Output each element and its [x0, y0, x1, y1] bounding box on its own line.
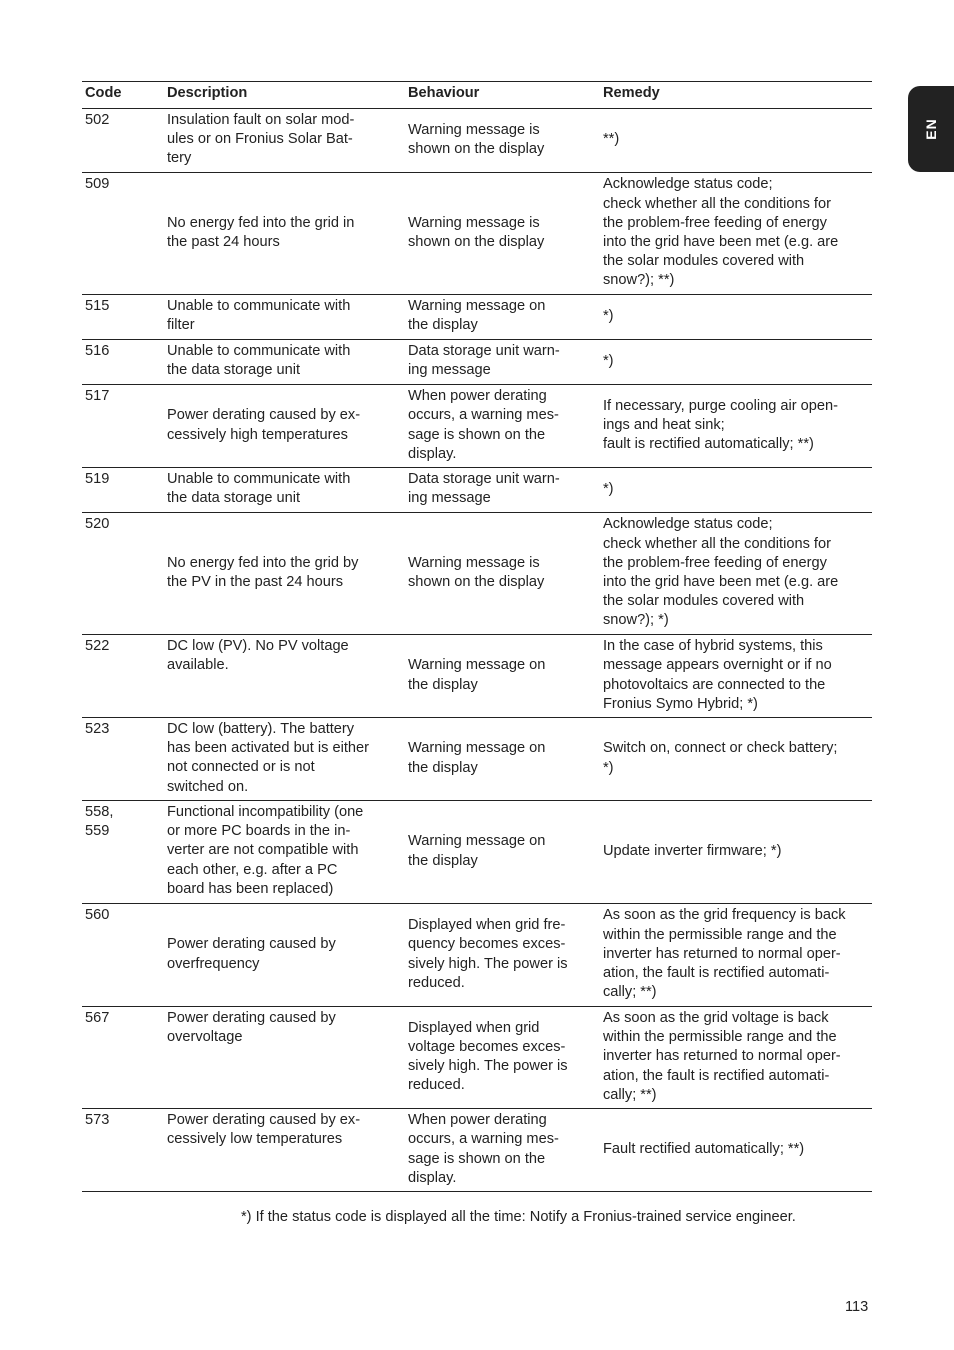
- table-row: [82, 904, 872, 1007]
- cell-code: 558, 559: [82, 801, 164, 904]
- cell-description: Unable to communicate with the data storage unit: [164, 340, 405, 385]
- cell-behaviour: Warning message on the display: [405, 295, 600, 340]
- table-row: [82, 1109, 872, 1192]
- cell-description: Unable to communicate with filter: [164, 295, 405, 340]
- table-row: [82, 468, 872, 513]
- table-header-row: [82, 82, 872, 109]
- cell-code: 560: [82, 904, 164, 1007]
- header-remedy: Remedy: [600, 82, 872, 109]
- table-row: [82, 635, 872, 718]
- cell-description: Power derating caused by ex- cessively low temperatures: [164, 1109, 405, 1192]
- cell-remedy: Fault rectified automatically; **): [600, 1109, 872, 1192]
- cell-behaviour: Warning message is shown on the display: [405, 513, 600, 635]
- cell-description: Power derating caused by ex- cessively high temperatures: [164, 385, 405, 468]
- cell-behaviour: Warning message on the display: [405, 635, 600, 718]
- cell-behaviour: Warning message is shown on the display: [405, 173, 600, 295]
- cell-remedy: *): [600, 295, 872, 340]
- page-number: 113: [845, 1299, 869, 1315]
- cell-remedy: Switch on, connect or check battery; *): [600, 718, 872, 801]
- header-code: Code: [82, 82, 164, 109]
- cell-code: 517: [82, 385, 164, 468]
- cell-remedy: **): [600, 109, 872, 173]
- cell-remedy: Acknowledge status code; check whether all the conditions for the problem-free feeding of energy into the grid have been met (e.g. are the solar modules covered with snow?); *): [600, 513, 872, 635]
- cell-code: 509: [82, 173, 164, 295]
- cell-description: Power derating caused by overvoltage: [164, 1007, 405, 1109]
- cell-behaviour: When power derating occurs, a warning mes- sage is shown on the display.: [405, 1109, 600, 1192]
- cell-code: 567: [82, 1007, 164, 1109]
- cell-behaviour: Warning message is shown on the display: [405, 109, 600, 173]
- table-row: [82, 173, 872, 295]
- table-row: [82, 801, 872, 904]
- table-row: [82, 385, 872, 468]
- cell-behaviour: Data storage unit warn- ing message: [405, 468, 600, 513]
- cell-behaviour: Displayed when grid voltage becomes exces- sively high. The power is reduced.: [405, 1007, 600, 1109]
- cell-behaviour: Warning message on the display: [405, 801, 600, 904]
- table-row: [82, 513, 872, 635]
- cell-behaviour: Warning message on the display: [405, 718, 600, 801]
- cell-remedy: As soon as the grid frequency is back within the permissible range and the inverter has returned to normal oper- ation, the fault is rectified automati- cally; **): [600, 904, 872, 1007]
- cell-description: Functional incompatibility (one or more PC boards in the in- verter are not compatible with each other, e.g. after a PC board has been replaced): [164, 801, 405, 904]
- cell-code: 519: [82, 468, 164, 513]
- header-behaviour: Behaviour: [405, 82, 600, 109]
- cell-behaviour: Displayed when grid fre- quency becomes exces- sively high. The power is reduced.: [405, 904, 600, 1007]
- cell-code: 502: [82, 109, 164, 173]
- cell-code: 523: [82, 718, 164, 801]
- cell-behaviour: When power derating occurs, a warning mes- sage is shown on the display.: [405, 385, 600, 468]
- cell-description: No energy fed into the grid in the past 24 hours: [164, 173, 405, 295]
- cell-description: DC low (PV). No PV voltage available.: [164, 635, 405, 718]
- cell-code: 520: [82, 513, 164, 635]
- language-tab-label: EN: [923, 118, 939, 140]
- cell-remedy: Acknowledge status code; check whether all the conditions for the problem-free feeding of energy into the grid have been met (e.g. are the solar modules covered with snow?); **): [600, 173, 872, 295]
- cell-remedy: If necessary, purge cooling air open- ings and heat sink; fault is rectified automatically; **): [600, 385, 872, 468]
- cell-remedy: Update inverter firmware; *): [600, 801, 872, 904]
- cell-description: No energy fed into the grid by the PV in the past 24 hours: [164, 513, 405, 635]
- cell-remedy: *): [600, 468, 872, 513]
- table-row: [82, 718, 872, 801]
- cell-remedy: In the case of hybrid systems, this message appears overnight or if no photovoltaics are connected to the Fronius Symo Hybrid; *): [600, 635, 872, 718]
- cell-remedy: As soon as the grid voltage is back within the permissible range and the inverter has returned to normal oper- ation, the fault is rectified automati- cally; **): [600, 1007, 872, 1109]
- cell-description: Power derating caused by overfrequency: [164, 904, 405, 1007]
- cell-code: 515: [82, 295, 164, 340]
- footnote: *) If the status code is displayed all the time: Notify a Fronius-trained service engineer.: [241, 1209, 796, 1225]
- cell-remedy: *): [600, 340, 872, 385]
- header-description: Description: [164, 82, 405, 109]
- table-row: [82, 340, 872, 385]
- table-row: [82, 295, 872, 340]
- cell-code: 522: [82, 635, 164, 718]
- cell-behaviour: Data storage unit warn- ing message: [405, 340, 600, 385]
- cell-description: DC low (battery). The battery has been activated but is either not connected or is not switched on.: [164, 718, 405, 801]
- cell-description: Insulation fault on solar mod- ules or on Fronius Solar Bat- tery: [164, 109, 405, 173]
- cell-description: Unable to communicate with the data storage unit: [164, 468, 405, 513]
- table-row: [82, 109, 872, 173]
- status-code-table: [82, 81, 872, 1192]
- cell-code: 573: [82, 1109, 164, 1192]
- cell-code: 516: [82, 340, 164, 385]
- table-row: [82, 1007, 872, 1109]
- language-tab: [908, 86, 954, 172]
